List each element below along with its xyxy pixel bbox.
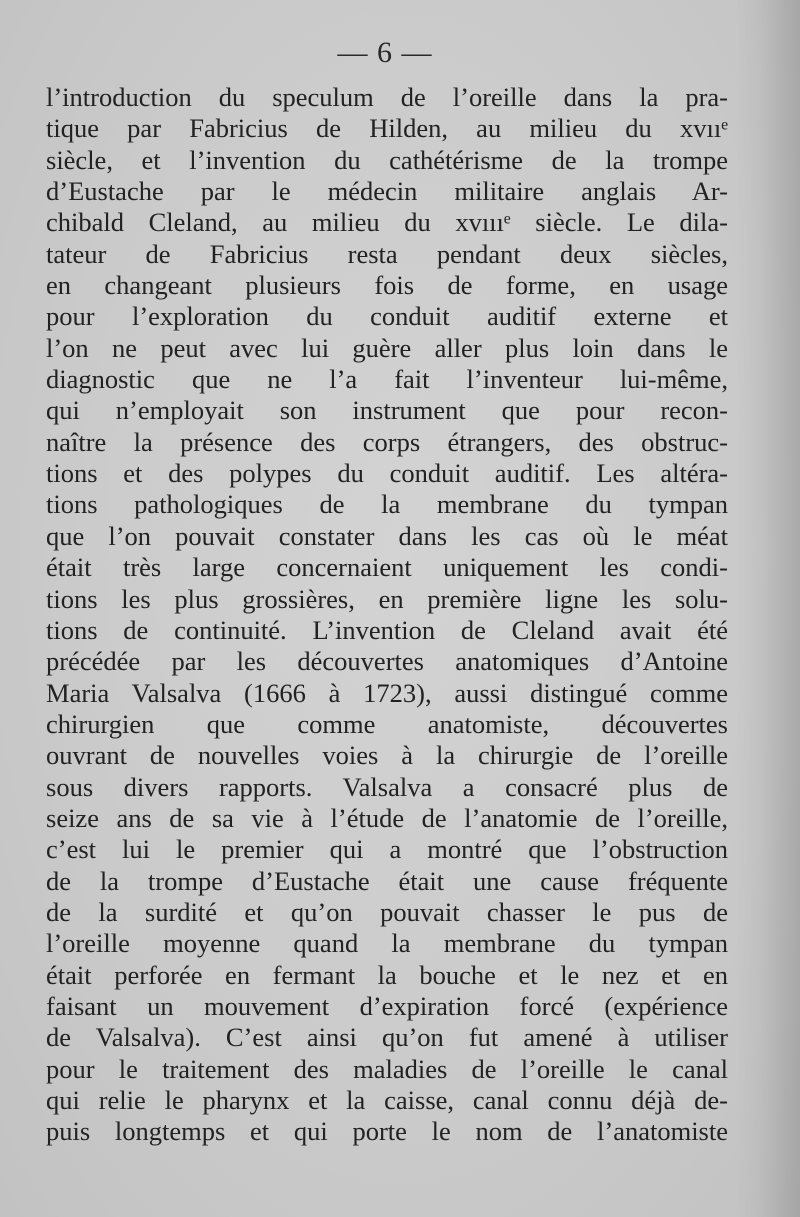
text-line: qui n’employait son instrument que pour recon-: [46, 395, 728, 426]
text-line: puis longtemps et qui porte le nom de l’anatomiste: [46, 1116, 728, 1147]
text-line: d’Eustache par le médecin militaire anglais Ar-: [46, 176, 728, 207]
text-line: était très large concernaient uniquement les condi-: [46, 552, 728, 583]
text-line: de la surdité et qu’on pouvait chasser le pus de: [46, 896, 728, 927]
body-text: [46, 82, 728, 1148]
text-line: que l’on pouvait constater dans les cas où le méat: [46, 520, 728, 551]
text-line: seize ans de sa vie à l’étude de l’anatomie de l’oreille,: [46, 802, 728, 833]
text-line: naître la présence des corps étrangers, des obstruc-: [46, 426, 728, 457]
text-line: diagnostic que ne l’a fait l’inventeur lui-même,: [46, 364, 728, 395]
text-line: chirurgien que comme anatomiste, découvertes: [46, 708, 728, 739]
text-line: tions et des polypes du conduit auditif. Les altéra-: [46, 458, 728, 489]
text-line: l’on ne peut avec lui guère aller plus loin dans le: [46, 332, 728, 363]
text-line: précédée par les découvertes anatomiques d’Antoine: [46, 646, 728, 677]
text-line: tions les plus grossières, en première ligne les solu-: [46, 583, 728, 614]
text-line: siècle, et l’invention du cathétérisme de la trompe: [46, 144, 728, 175]
text-line: Maria Valsalva (1666 à 1723), aussi distingué comme: [46, 677, 728, 708]
page-edge-shadow: [760, 0, 800, 1217]
text-line: ouvrant de nouvelles voies à la chirurgie de l’oreille: [46, 740, 728, 771]
text-line: chibald Cleland, au milieu du xvıııᵉ siècle. Le dila-: [46, 207, 728, 238]
text-line: tique par Fabricius de Hilden, au milieu du xvııᵉ: [46, 113, 728, 144]
text-line: pour l’exploration du conduit auditif externe et: [46, 301, 728, 332]
text-line: c’est lui le premier qui a montré que l’obstruction: [46, 834, 728, 865]
text-line: l’introduction du speculum de l’oreille dans la pra-: [46, 82, 728, 112]
text-line: tions pathologiques de la membrane du tympan: [46, 489, 728, 520]
text-line: l’oreille moyenne quand la membrane du tympan: [46, 928, 728, 959]
text-line: tions de continuité. L’invention de Cleland avait été: [46, 614, 728, 645]
text-line: sous divers rapports. Valsalva a consacré plus de: [46, 771, 728, 802]
text-line: faisant un mouvement d’expiration forcé (expérience: [46, 990, 728, 1021]
text-line: était perforée en fermant la bouche et le nez et en: [46, 959, 728, 990]
page-number: — 6 —: [337, 36, 433, 69]
text-line: de Valsalva). C’est ainsi qu’on fut amené à utiliser: [46, 1022, 728, 1053]
text-line: qui relie le pharynx et la caisse, canal connu déjà de-: [46, 1085, 728, 1115]
text-line: tateur de Fabricius resta pendant deux siècles,: [46, 238, 728, 269]
text-line: pour le traitement des maladies de l’oreille le canal: [46, 1053, 728, 1084]
text-line: en changeant plusieurs fois de forme, en usage: [46, 270, 728, 301]
text-line: de la trompe d’Eustache était une cause fréquente: [46, 865, 728, 896]
